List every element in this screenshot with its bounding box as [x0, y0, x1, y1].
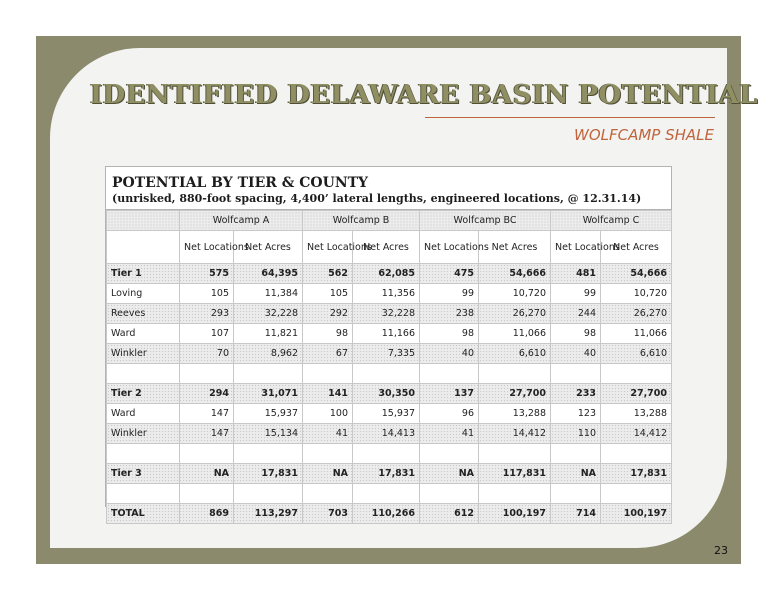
table-cell: 54,666 [601, 264, 672, 284]
row-label: Loving [107, 284, 180, 304]
table-cell: 123 [551, 404, 601, 424]
table-cell: 17,831 [234, 464, 303, 484]
slide-title: IDENTIFIED DELAWARE BASIN POTENTIAL [90, 80, 759, 110]
table-cell: 117,831 [479, 464, 551, 484]
table-cell: 575 [180, 264, 234, 284]
table-cell: 11,066 [479, 324, 551, 344]
column-header: Net Locations [180, 231, 234, 264]
group-header: Wolfcamp B [303, 211, 420, 231]
table-cell: 30,350 [353, 384, 420, 404]
table-cell: 475 [420, 264, 479, 284]
group-header: Wolfcamp A [180, 211, 303, 231]
total-row [107, 504, 672, 524]
table-cell: 54,666 [479, 264, 551, 284]
table-cell: 99 [420, 284, 479, 304]
table-cell: 147 [180, 404, 234, 424]
table-cell: 41 [303, 424, 353, 444]
row-label: Tier 3 [107, 464, 180, 484]
table-cell: 14,412 [601, 424, 672, 444]
table-cell: 98 [551, 324, 601, 344]
column-header: Net Acres [601, 231, 672, 264]
table-row [107, 284, 672, 304]
table-cell: 14,412 [479, 424, 551, 444]
table-cell: 32,228 [353, 304, 420, 324]
table-cell: 99 [551, 284, 601, 304]
table-cell: 110 [551, 424, 601, 444]
table-cell: 62,085 [353, 264, 420, 284]
table-cell: 293 [180, 304, 234, 324]
table-cell: 26,270 [479, 304, 551, 324]
table-cell: 15,937 [234, 404, 303, 424]
table-cell: 70 [180, 344, 234, 364]
table-cell: 96 [420, 404, 479, 424]
table-row [107, 424, 672, 444]
table-cell: 6,610 [601, 344, 672, 364]
column-header: Net Acres [353, 231, 420, 264]
table-cell: 41 [420, 424, 479, 444]
table-cell: 137 [420, 384, 479, 404]
row-label: Tier 1 [107, 264, 180, 284]
group-header: Wolfcamp BC [420, 211, 551, 231]
potential-table-panel [105, 166, 672, 519]
sub-header-row [107, 231, 672, 264]
spacer-row [107, 364, 672, 384]
table-cell: 100,197 [479, 504, 551, 524]
page-number: 23 [714, 544, 728, 557]
table-cell: 11,356 [353, 284, 420, 304]
title-divider [425, 117, 715, 118]
table-cell: 15,134 [234, 424, 303, 444]
group-header: Wolfcamp C [551, 211, 672, 231]
table-cell: 612 [420, 504, 479, 524]
table-cell: 11,066 [601, 324, 672, 344]
table-cell: 27,700 [601, 384, 672, 404]
table-cell: 147 [180, 424, 234, 444]
table-cell: 15,937 [353, 404, 420, 424]
table-cell: 113,297 [234, 504, 303, 524]
table-cell: 32,228 [234, 304, 303, 324]
column-header: Net Acres [234, 231, 303, 264]
potential-table [106, 210, 672, 524]
table-cell: 869 [180, 504, 234, 524]
table-row [107, 404, 672, 424]
table-cell: 6,610 [479, 344, 551, 364]
table-cell: 110,266 [353, 504, 420, 524]
table-cell: 13,288 [601, 404, 672, 424]
table-cell: 233 [551, 384, 601, 404]
table-title: POTENTIAL BY TIER & COUNTY [112, 175, 369, 191]
row-label: TOTAL [107, 504, 180, 524]
table-cell: 107 [180, 324, 234, 344]
table-cell: 98 [303, 324, 353, 344]
table-cell: 703 [303, 504, 353, 524]
column-header: Net Acres [479, 231, 551, 264]
slide-subtitle: WOLFCAMP SHALE [573, 126, 714, 144]
table-cell: 10,720 [479, 284, 551, 304]
table-cell: 481 [551, 264, 601, 284]
column-header: Net Locations [551, 231, 601, 264]
table-cell: 8,962 [234, 344, 303, 364]
table-cell: 100,197 [601, 504, 672, 524]
table-cell: 141 [303, 384, 353, 404]
row-label: Winkler [107, 344, 180, 364]
table-cell: 17,831 [601, 464, 672, 484]
table-cell: NA [303, 464, 353, 484]
spacer-row [107, 484, 672, 504]
table-cell: 40 [420, 344, 479, 364]
table-row [107, 384, 672, 404]
table-note: (unrisked, 880-foot spacing, 4,400’ lateral lengths, engineered locations, @ 12.31.14) [112, 192, 642, 205]
row-label: Ward [107, 324, 180, 344]
table-cell: 10,720 [601, 284, 672, 304]
table-cell: 238 [420, 304, 479, 324]
table-cell: 11,166 [353, 324, 420, 344]
table-cell: NA [180, 464, 234, 484]
table-cell: 31,071 [234, 384, 303, 404]
table-cell: 40 [551, 344, 601, 364]
row-label: Reeves [107, 304, 180, 324]
table-cell: 11,384 [234, 284, 303, 304]
table-cell: 14,413 [353, 424, 420, 444]
table-row [107, 464, 672, 484]
row-label: Tier 2 [107, 384, 180, 404]
table-cell: 11,821 [234, 324, 303, 344]
table-row [107, 344, 672, 364]
table-cell: 562 [303, 264, 353, 284]
table-cell: 64,395 [234, 264, 303, 284]
table-cell: 67 [303, 344, 353, 364]
table-header [106, 167, 671, 210]
table-row [107, 324, 672, 344]
table-cell: 294 [180, 384, 234, 404]
table-cell: 292 [303, 304, 353, 324]
row-label: Winkler [107, 424, 180, 444]
table-cell: 98 [420, 324, 479, 344]
group-header-row [107, 211, 672, 231]
corner-cell [107, 231, 180, 264]
table-cell: 7,335 [353, 344, 420, 364]
table-cell: 244 [551, 304, 601, 324]
column-header: Net Locations [303, 231, 353, 264]
table-row [107, 264, 672, 284]
table-cell: 27,700 [479, 384, 551, 404]
table-cell: 13,288 [479, 404, 551, 424]
table-cell: 26,270 [601, 304, 672, 324]
corner-cell [107, 211, 180, 231]
table-cell: NA [551, 464, 601, 484]
table-cell: 100 [303, 404, 353, 424]
table-cell: NA [420, 464, 479, 484]
table-cell: 714 [551, 504, 601, 524]
table-cell: 105 [180, 284, 234, 304]
column-header: Net Locations [420, 231, 479, 264]
table-cell: 105 [303, 284, 353, 304]
table-row [107, 304, 672, 324]
table-cell: 17,831 [353, 464, 420, 484]
spacer-row [107, 444, 672, 464]
row-label: Ward [107, 404, 180, 424]
